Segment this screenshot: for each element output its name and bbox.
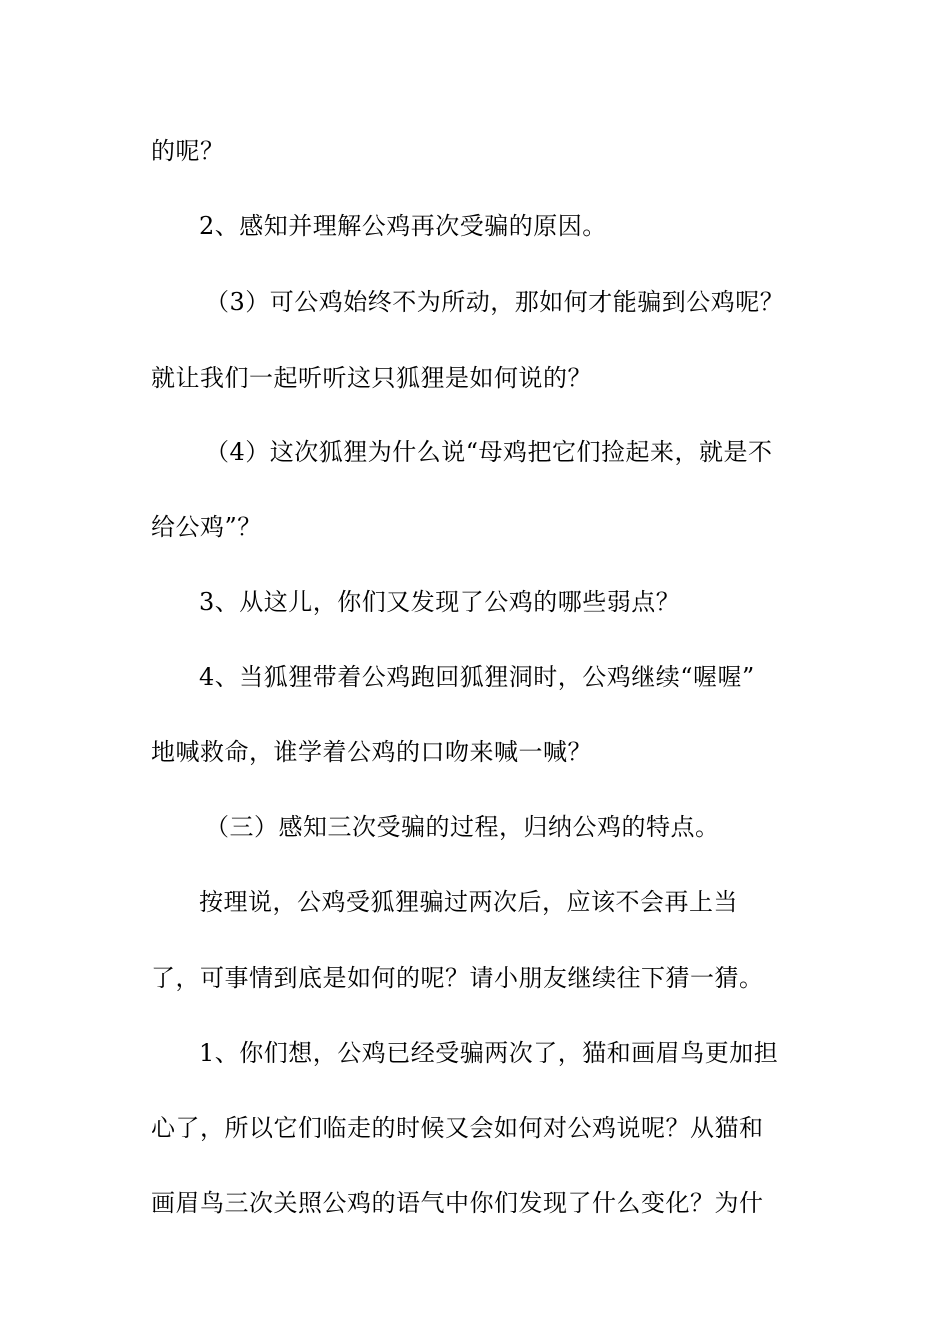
text-line: 4、当狐狸带着公鸡跑回狐狸洞时，公鸡继续“喔喔” xyxy=(199,663,755,691)
text-line: 给公鸡”？ xyxy=(151,513,262,541)
text-line: 按理说，公鸡受狐狸骗过两次后，应该不会再上当 xyxy=(199,888,738,916)
text-line: （3）可公鸡始终不为所动，那如何才能骗到公鸡呢？ xyxy=(205,288,785,316)
text-line: 的呢？ xyxy=(151,137,225,165)
text-line: 就让我们一起听听这只狐狸是如何说的？ xyxy=(151,364,592,392)
text-line: 2、感知并理解公鸡再次受骗的原因。 xyxy=(199,212,607,240)
text-line: 1、你们想，公鸡已经受骗两次了，猫和画眉鸟更加担 xyxy=(199,1039,779,1067)
text-line: 画眉鸟三次关照公鸡的语气中你们发现了什么变化？为什 xyxy=(151,1189,764,1217)
text-line: 了，可事情到底是如何的呢？请小朋友继续往下猜一猜。 xyxy=(151,964,764,992)
text-line: 心了，所以它们临走的时候又会如何对公鸡说呢？从猫和 xyxy=(151,1114,764,1142)
text-line: 3、从这儿，你们又发现了公鸡的哪些弱点？ xyxy=(199,588,681,616)
text-line: 地喊救命，谁学着公鸡的口吻来喊一喊？ xyxy=(151,738,592,766)
text-line: （4）这次狐狸为什么说“母鸡把它们捡起来，就是不 xyxy=(205,438,773,466)
text-line: （三）感知三次受骗的过程，归纳公鸡的特点。 xyxy=(205,813,720,841)
